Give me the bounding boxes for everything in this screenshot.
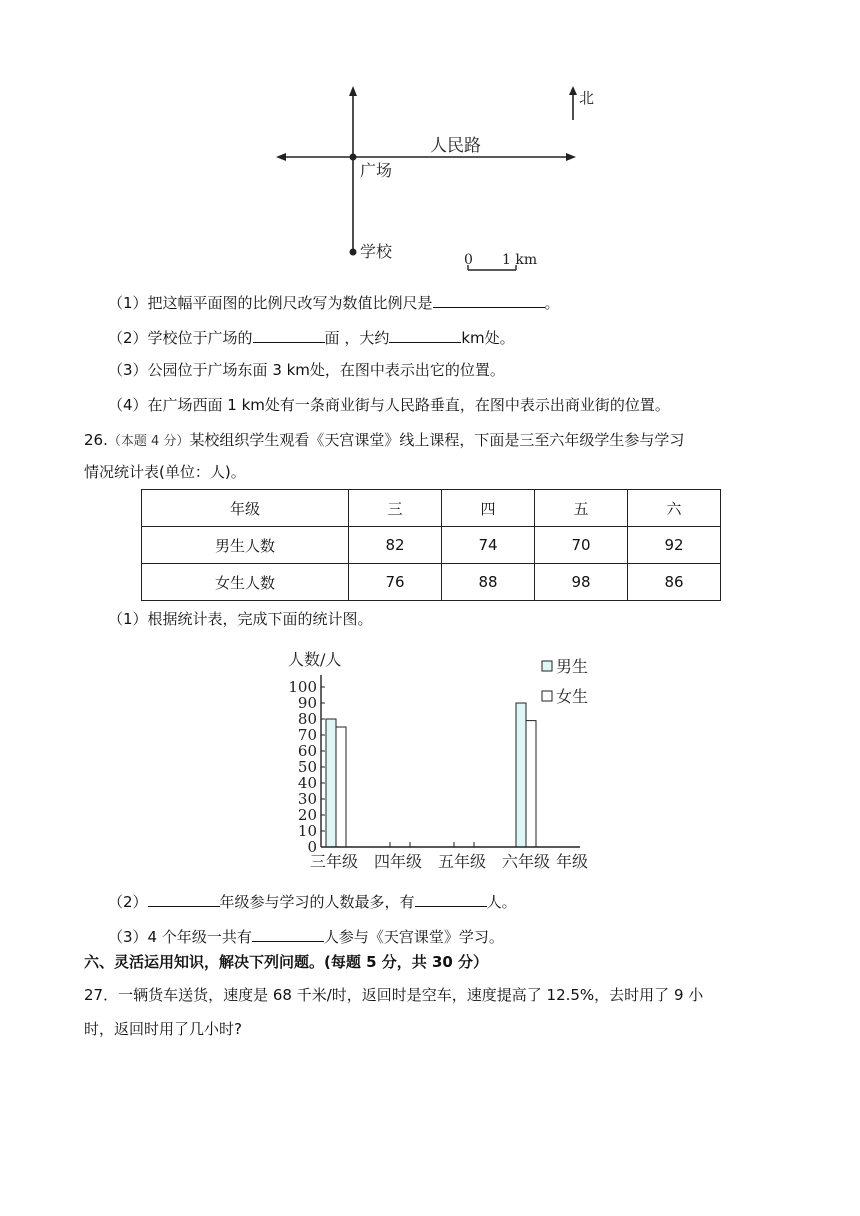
x-category-label: 四年级 [373,852,423,871]
q27-line-1: 27．一辆货车送货，速度是 68 千米/时，返回时是空车，速度提高了 12.5%，去时用了 9 小 [84,986,704,1004]
q25-item-2-text-a: （2）学校位于广场的 [108,329,253,347]
q25-item-1 [108,291,560,313]
table-cell: 70 [535,527,628,564]
square-label: 广场 [360,161,393,180]
chart-y-axis-label: 人数/人 [288,650,342,669]
y-tick-label: 100 [288,678,317,696]
table-cell: 82 [349,527,442,564]
q26-stem-line-1 [84,430,684,452]
north-label: 北 [579,89,595,107]
table-cell: 88 [442,564,535,601]
table-header-cell: 年级 [142,490,349,527]
bar-女生 [336,727,346,847]
scale-label: 1 km [502,252,538,268]
q26-item-3 [108,925,504,947]
q26-stem-text: 某校组织学生观看《天宫课堂》线上课程，下面是三至六年级学生参与学习 [189,431,685,449]
answer-blank[interactable] [252,925,324,942]
question-points: （本题 4 分） [107,434,190,449]
table-cell: 76 [349,564,442,601]
y-tick-label: 90 [297,694,317,712]
table-cell: 98 [535,564,628,601]
square-point [350,154,357,161]
q26-stem-line-2: 情况统计表(单位：人)。 [84,463,246,481]
table-cell: 74 [442,527,535,564]
east-arrowhead [566,153,576,161]
q25-item-2-text-b: 面 ，大约 [324,329,390,347]
school-label: 学校 [360,242,393,261]
answer-blank[interactable] [415,890,487,907]
answer-blank[interactable] [433,291,545,308]
x-category-label: 五年级 [437,852,487,871]
answer-blank[interactable] [148,890,220,907]
y-tick-label: 50 [297,758,317,776]
y-tick-label: 0 [307,838,317,856]
table-header-cell: 六 [628,490,721,527]
table-header-cell: 五 [535,490,628,527]
y-tick-label: 70 [297,726,317,744]
q25-item-3: （3）公园位于广场东面 3 km处，在图中表示出它的位置。 [108,361,505,379]
bar-女生 [526,721,536,847]
statistics-table [141,489,721,601]
q26-item-2-text-c: 人。 [486,893,517,911]
table-header-cell: 三 [349,490,442,527]
q25-item-1-text: （1）把这幅平面图的比例尺改写为数值比例尺是 [108,294,433,312]
q25-item-4: （4）在广场西面 1 km处有一条商业街与人民路垂直，在图中表示出商业街的位置。 [108,396,670,414]
section-6-heading: 六、灵活运用知识，解决下列问题。(每题 5 分，共 30 分） [84,953,489,971]
road-label: 人民路 [430,136,481,156]
y-tick-label: 60 [297,742,317,760]
legend-swatch [542,661,552,671]
bar-男生 [326,719,336,847]
q26-item-2-text-a: （2） [108,893,148,911]
table-cell: 女生人数 [142,564,349,601]
table-row [142,527,721,564]
table-cell: 92 [628,527,721,564]
answer-blank[interactable] [389,326,461,343]
q26-item-3-text-b: 人参与《天宫课堂》学习。 [323,928,504,946]
table-cell: 男生人数 [142,527,349,564]
table-row [142,564,721,601]
bar-chart [280,645,610,877]
scale-zero: 0 [464,252,473,268]
y-tick-label: 30 [297,790,317,808]
bar-男生 [516,703,526,847]
q25-item-1-end: 。 [544,294,560,312]
question-number: 26. [84,431,108,449]
q26-item-2-text-b: 年级参与学习的人数最多，有 [219,893,415,911]
table-cell: 86 [628,564,721,601]
q25-item-2 [108,326,515,348]
q26-item-2 [108,890,517,912]
school-point [350,249,357,256]
q26-item-1: （1）根据统计表，完成下面的统计图。 [108,610,373,628]
answer-blank[interactable] [253,326,325,343]
y-tick-label: 40 [297,774,317,792]
q27-line-2: 时，返回时用了几小时? [84,1020,242,1038]
y-tick-label: 80 [297,710,317,728]
x-category-label: 三年级 [309,852,359,871]
table-header-cell: 四 [442,490,535,527]
y-tick-label: 10 [297,822,317,840]
chart-x-axis-label: 年级 [556,852,589,871]
table-header-row [142,490,721,527]
q25-item-2-text-c: km处。 [461,329,515,347]
legend-label: 女生 [556,687,589,706]
legend-label: 男生 [556,657,589,676]
plan-map [270,80,595,280]
y-tick-label: 20 [297,806,317,824]
legend-swatch [542,691,552,701]
north-indicator-arrow [569,86,577,95]
west-arrowhead [276,153,286,161]
q26-item-3-text-a: （3）4 个年级一共有 [108,928,252,946]
x-category-label: 六年级 [501,852,551,871]
north-arrowhead [349,86,357,96]
